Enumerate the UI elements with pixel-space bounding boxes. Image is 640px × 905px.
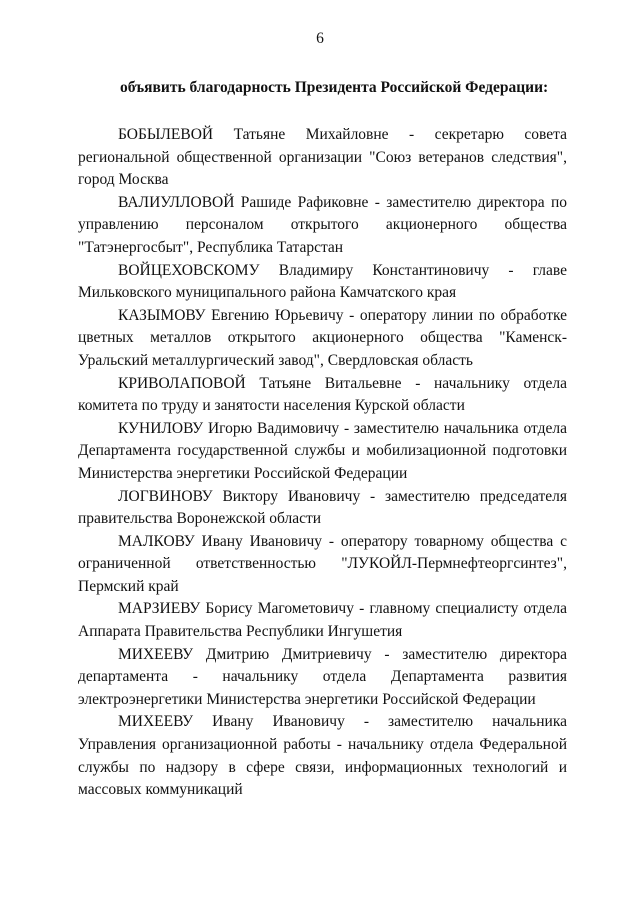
award-entry: ВАЛИУЛЛОВОЙ Рашиде Рафиковне - заместителю директора по управлению персоналом открытого акционерного общества "Татэнергосбыт", Республика Татарстан <box>78 193 567 256</box>
award-entry: КАЗЫМОВУ Евгению Юрьевичу - оператору линии по обработке цветных металлов открытого акционерного общества "Каменск-Уральский металлургический завод", Свердловская область <box>78 306 567 369</box>
award-entry: МАРЗИЕВУ Борису Магометовичу - главному специалисту отдела Аппарата Правительства Республики Ингушетия <box>78 600 567 641</box>
award-entry: ЛОГВИНОВУ Виктору Ивановичу - заместителю председателя правительства Воронежской области <box>78 487 567 528</box>
award-entry: КУНИЛОВУ Игорю Вадимовичу - заместителю начальника отдела Департамента государственной службы и мобилизационной подготовки Министерства энергетики Российской Федерации <box>78 419 567 482</box>
award-entry: МАЛКОВУ Ивану Ивановичу - оператору товарному общества с ограниченной ответственностью "ЛУКОЙЛ-Пермнефтеоргсинтез", Пермский край <box>78 532 567 595</box>
page-number: 6 <box>316 30 324 47</box>
award-entry: КРИВОЛАПОВОЙ Татьяне Витальевне - начальнику отдела комитета по труду и занятости населения Курской области <box>78 374 567 415</box>
award-entry: ВОЙЦЕХОВСКОМУ Владимиру Константиновичу - главе Мильковского муниципального района Камчатского края <box>78 261 567 302</box>
award-entry: БОБЫЛЕВОЙ Татьяне Михайловне - секретарю совета региональной общественной организации "Союз ветеранов следствия", город Москва <box>78 126 567 189</box>
award-list <box>78 124 567 802</box>
section-heading: объявить благодарность Президента Российской Федерации: <box>120 79 549 96</box>
award-entry: МИХЕЕВУ Дмитрию Дмитриевичу - заместителю директора департамента - начальнику отдела Департамента развития электроэнергетики Министерства энергетики Российской Федерации <box>78 645 567 708</box>
award-entry: МИХЕЕВУ Ивану Ивановичу - заместителю начальника Управления организационной работы - начальнику отдела Федеральной службы по надзору в сфере связи, информационных технологий и массовых коммуникаций <box>78 713 567 799</box>
